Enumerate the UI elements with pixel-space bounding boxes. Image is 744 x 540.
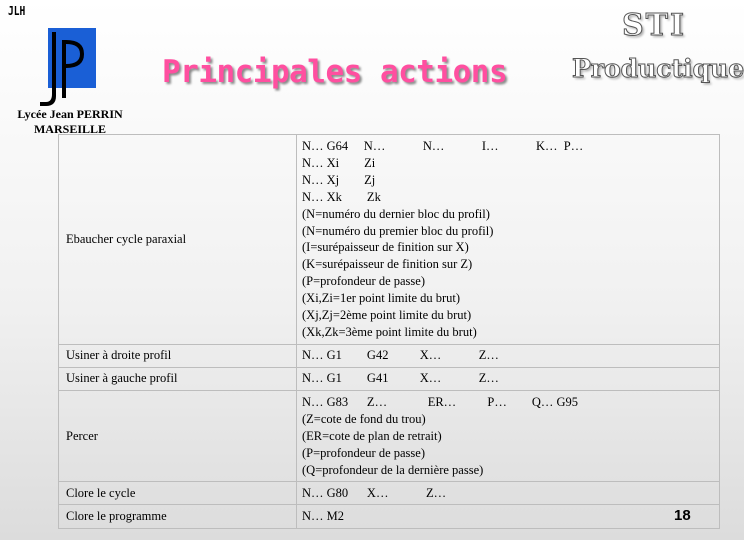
code-line: (Xi,Zi=1er point limite du brut) xyxy=(302,291,461,306)
code-cell xyxy=(297,505,720,529)
table-row xyxy=(59,390,720,482)
table-row xyxy=(59,482,720,505)
code-cell xyxy=(297,135,720,345)
actions-table-body xyxy=(59,135,720,529)
school-name-text: Lycée Jean PERRIN xyxy=(17,107,123,121)
action-cell: Usiner à gauche profil xyxy=(59,367,297,390)
action-cell: Clore le programme xyxy=(59,505,297,529)
code-cell xyxy=(297,367,720,390)
brand-sti: STI xyxy=(622,8,687,43)
code-line: (ER=cote de plan de retrait) xyxy=(302,428,442,443)
code-line: N… G80 X… Z… xyxy=(302,485,447,500)
code-line: (Q=profondeur de la dernière passe) xyxy=(302,462,484,477)
corner-label: JLH xyxy=(8,4,26,18)
code-cell xyxy=(297,390,720,482)
code-line: N… G1 G42 X… Z… xyxy=(302,348,499,363)
code-line: (P=profondeur de passe) xyxy=(302,445,425,460)
action-cell: Percer xyxy=(59,390,297,482)
actions-table xyxy=(58,134,720,529)
code-line: (P=profondeur de passe) xyxy=(302,274,425,289)
table-row xyxy=(59,135,720,345)
school-city: MARSEILLE xyxy=(33,122,107,136)
code-line: (N=numéro du premier bloc du profil) xyxy=(302,223,494,238)
code-line: N… Xj Zj xyxy=(302,172,376,187)
code-line: N… Xk Zk xyxy=(302,189,381,204)
code-cell xyxy=(297,482,720,505)
school-name xyxy=(0,107,140,136)
action-cell: Clore le cycle xyxy=(59,482,297,505)
page-title: Principales actions xyxy=(162,54,508,90)
code-line: N… G64 N… N… I… K… P… xyxy=(302,139,584,153)
code-line: (N=numéro du dernier bloc du profil) xyxy=(302,206,490,221)
table-row xyxy=(59,505,720,529)
action-cell: Ebaucher cycle paraxial xyxy=(59,135,297,345)
table-row xyxy=(59,344,720,367)
code-line: (Xk,Zk=3ème point limite du brut) xyxy=(302,324,477,339)
table-row xyxy=(59,367,720,390)
code-line: (Xj,Zj=2ème point limite du brut) xyxy=(302,308,472,323)
code-line: (I=surépaisseur de finition sur X) xyxy=(302,240,469,255)
code-line: N… G83 Z… ER… P… Q… G95 xyxy=(302,394,579,409)
code-line: N… M2 xyxy=(302,509,345,524)
code-line: (K=surépaisseur de finition sur Z) xyxy=(302,257,473,272)
brand-productique: Productique xyxy=(572,54,744,83)
code-line: N… G1 G41 X… Z… xyxy=(302,371,499,386)
action-cell: Usiner à droite profil xyxy=(59,344,297,367)
code-line: N… Xi Zi xyxy=(302,155,376,170)
page-number: 18 xyxy=(674,507,691,524)
code-cell xyxy=(297,344,720,367)
code-line: (Z=cote de fond du trou) xyxy=(302,411,426,426)
jp-logo-icon xyxy=(38,26,100,108)
